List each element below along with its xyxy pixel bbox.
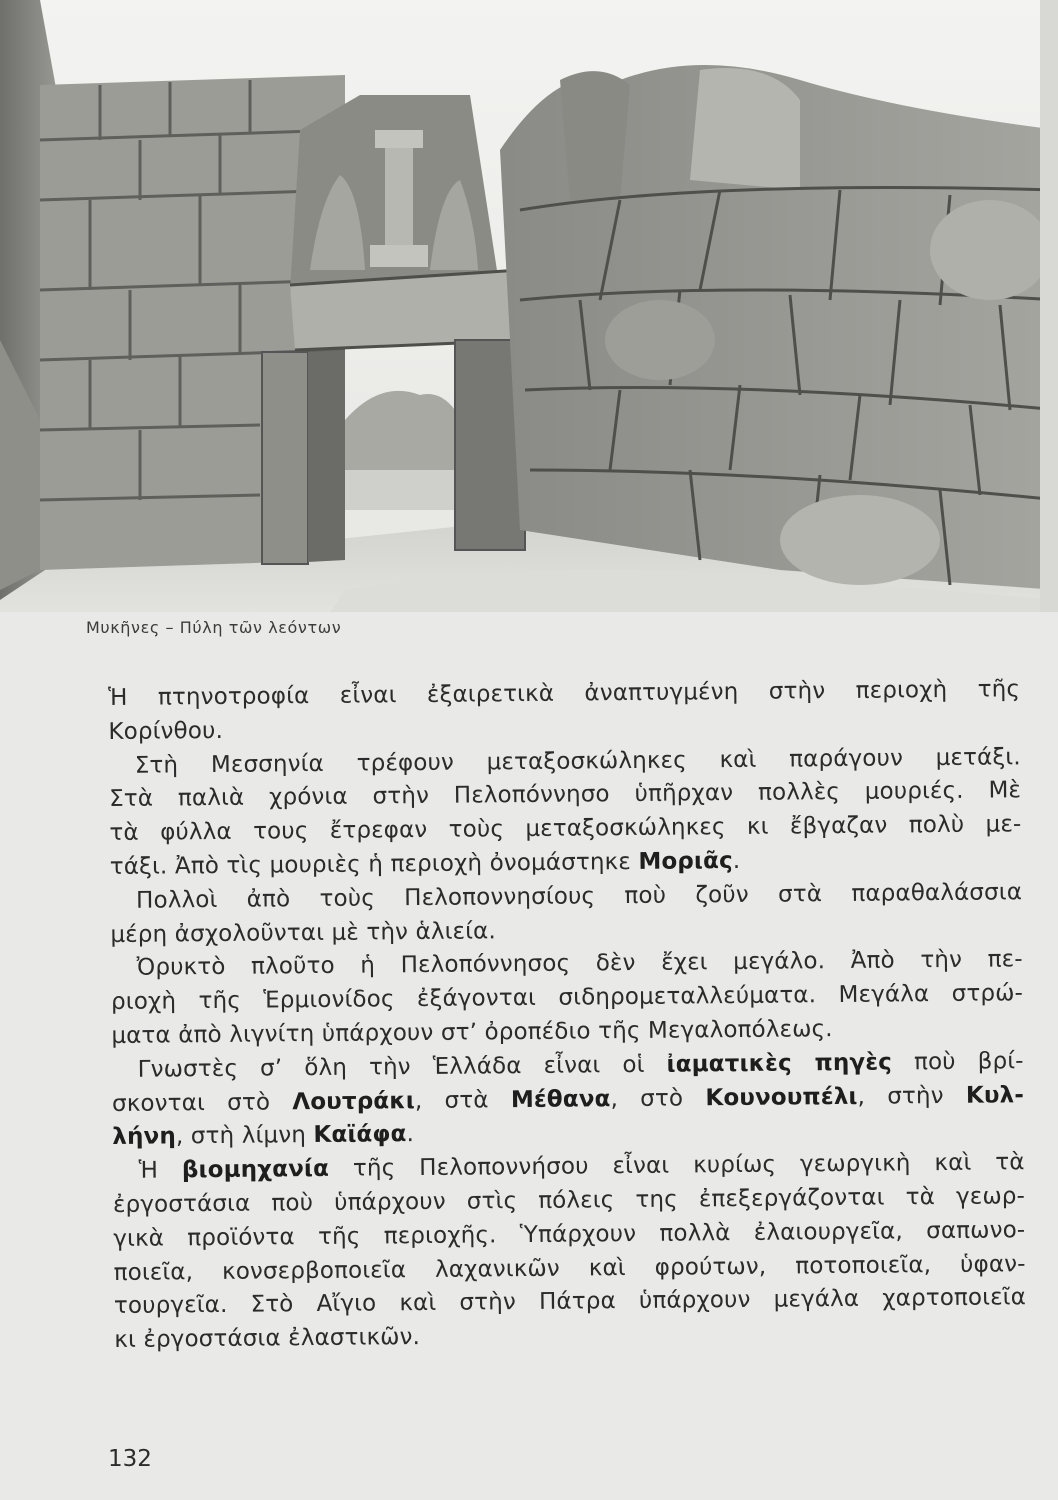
bold-term: Μοριᾶς xyxy=(638,847,733,875)
bold-term: ἰαματικὲς πηγὲς xyxy=(666,1049,893,1078)
page-number: 132 xyxy=(108,1446,152,1472)
text-segment: . xyxy=(406,1121,415,1148)
text-segment: τάξι. Ἀπὸ τὶς μουριὲς ἡ περιοχὴ ὀνομάστηκε xyxy=(109,848,639,880)
text-segment: Στὰ παλιὰ χρόνια στὴν Πελοπόννησο ὑπῆρχαν πολλὲς μουριές. Μὲ xyxy=(109,777,1022,813)
text-segment: Γνωστὲς σ’ ὅλη τὴν Ἑλλάδα εἶναι οἱ xyxy=(137,1051,667,1083)
text-segment: τῆς Πελοποννήσου εἶναι κυρίως γεωργικὴ καὶ τὰ xyxy=(328,1149,1025,1183)
text-segment: Ὀρυκτὸ πλοῦτο ἡ Πελοπόννησος δὲν ἔχει μεγάλο. Ἀπὸ τὴν πε- xyxy=(136,946,1023,982)
text-segment: . xyxy=(732,847,741,874)
text-segment: , στὰ xyxy=(414,1086,511,1114)
bold-term: λήνη xyxy=(112,1123,177,1151)
text-segment: Πολλοὶ ἀπὸ τοὺς Πελοποννησίους ποὺ ζοῦν στὰ παραθαλάσσια xyxy=(135,879,1023,914)
text-segment: , στὴν xyxy=(857,1082,967,1110)
text-segment: , στὴ λίμνη xyxy=(175,1122,314,1150)
text-segment: ματα ἀπὸ λιγνίτη ὑπάρχουν στ’ ὀροπέδιο τῆς Μεγαλοπόλεως. xyxy=(111,1016,833,1049)
mycenae-lion-gate-photo xyxy=(0,0,1058,612)
bold-term: Κουνουπέλι xyxy=(705,1083,858,1111)
text-segment: ποὺ βρί- xyxy=(891,1047,1024,1076)
text-segment: Στὴ Μεσσηνία τρέφουν μεταξοσκώληκες καὶ παράγουν μετάξι. xyxy=(134,743,1021,779)
text-segment: μέρη ἀσχολοῦνται μὲ τὴν ἁλιεία. xyxy=(110,917,496,948)
text-segment: ριοχὴ τῆς Ἑρμιονίδος ἐξάγονται σιδηρομεταλλεύματα. Μεγάλα στρώ- xyxy=(110,980,1024,1016)
text-segment: , στὸ xyxy=(610,1084,706,1112)
text-segment: ποιεῖα, κονσερβοποιεῖα λαχανικῶν καὶ φρούτων, ποτοποιεῖα, ὑφαν- xyxy=(113,1250,1026,1286)
bold-term: Κυλ- xyxy=(965,1081,1025,1109)
text-segment: Ἡ πτηνοτροφία εἶναι ἐξαιρετικὰ ἀναπτυγμένη στὴν περιοχὴ τῆς xyxy=(108,676,1021,711)
text-segment: τὰ φύλλα τους ἔτρεφαν τοὺς μεταξοσκώληκες κι ἔβγαζαν πολὺ με- xyxy=(109,811,1022,847)
text-segment: σκονται στὸ xyxy=(111,1088,293,1117)
text-segment: ἐργοστάσια ποὺ ὑπάρχουν στὶς πόλεις της ἐπεξεργάζονται τὰ γεωρ- xyxy=(112,1183,1026,1218)
text-segment: Ἡ xyxy=(138,1157,183,1184)
bold-term: Καϊάφα xyxy=(313,1121,407,1149)
bold-term: Λουτράκι xyxy=(292,1087,416,1115)
figure-caption: Μυκῆνες – Πύλη τῶν λεόντων xyxy=(86,618,342,637)
bold-term: βιομηχανία xyxy=(181,1156,330,1184)
body-text xyxy=(108,673,1026,1358)
bold-term: Μέθανα xyxy=(510,1085,611,1113)
text-segment: τουργεῖα. Στὸ Αἴγιο καὶ στὴν Πάτρα ὑπάρχουν μεγάλα χαρτοποιεῖα xyxy=(113,1284,1027,1320)
text-segment: Κορίνθου. xyxy=(108,717,224,745)
text-segment: κι ἐργοστάσια ἐλαστικῶν. xyxy=(114,1324,421,1354)
text-segment: γικὰ προϊόντα τῆς περιοχῆς. Ὑπάρχουν πολλὰ ἐλαιουργεῖα, σαπωνο- xyxy=(113,1216,1026,1252)
